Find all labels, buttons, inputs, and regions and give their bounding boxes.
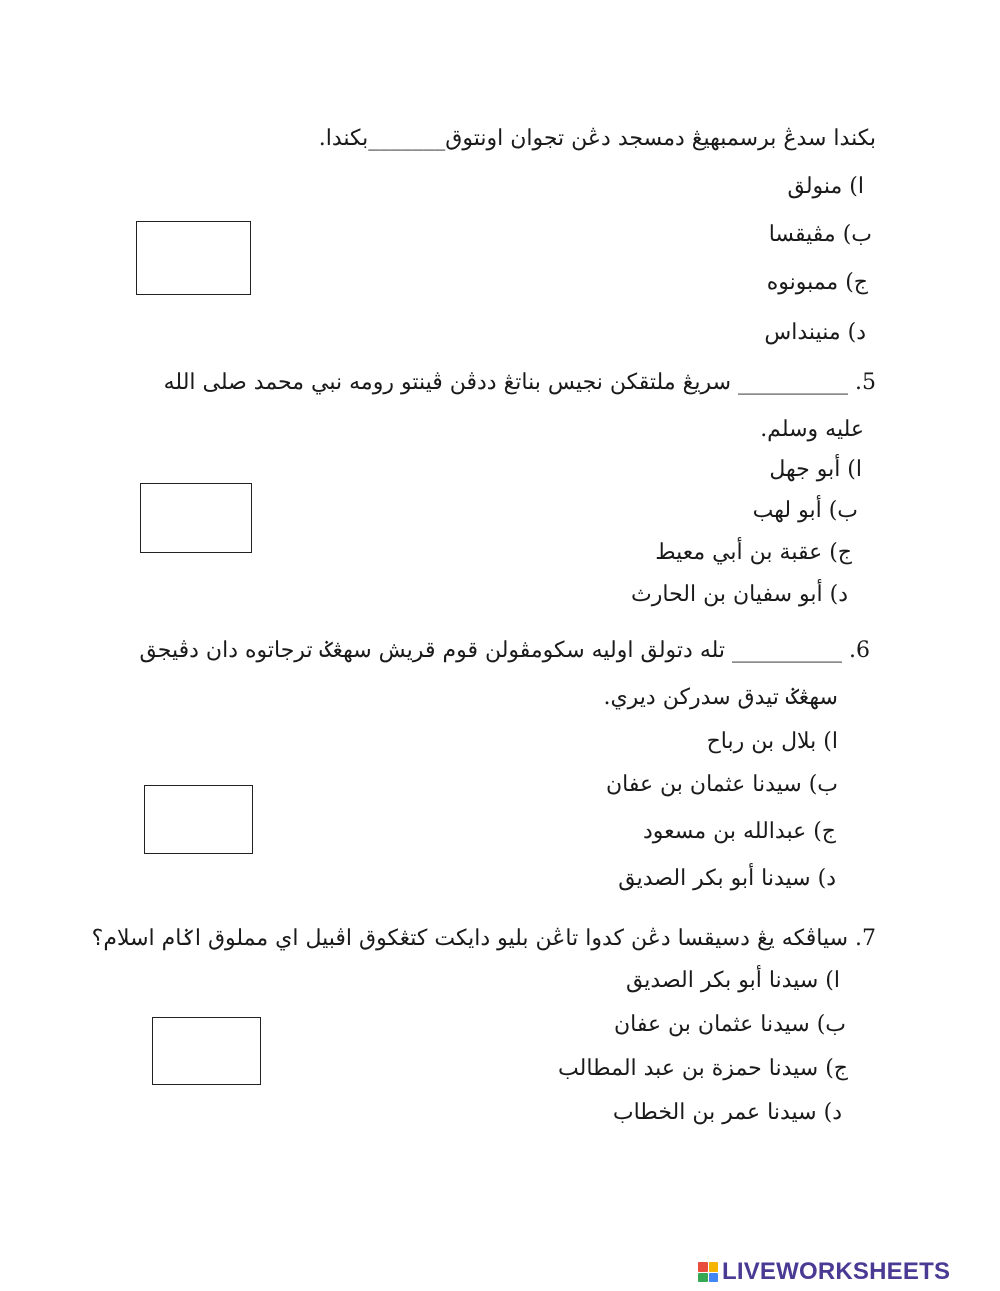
question-7-option-b: ب) سيدنا عثمان بن عفان bbox=[613, 1012, 846, 1037]
logo-square-red bbox=[698, 1262, 708, 1272]
question-6-option-b: ب) سيدنا عثمان بن عفان bbox=[605, 772, 838, 797]
logo-square-yellow bbox=[709, 1262, 719, 1272]
question-6-stem-line2: سهڠݢ تيدق سدركن ديري. bbox=[603, 685, 838, 710]
question-4-option-b: ب) مڤيقسا bbox=[768, 222, 872, 247]
question-4-option-c: ج) ممبونوه bbox=[766, 270, 868, 295]
question-5-answer-box[interactable] bbox=[140, 483, 252, 553]
question-5-option-a: ا) أبو جهل bbox=[769, 457, 862, 482]
question-7-stem: 7. سياڤكه يڠ دسيقسا دڠن كدوا تاڠن بليو دايكت كتڠكوق اڤبيل اي مملوق اݢام اسلام؟ bbox=[91, 926, 876, 951]
question-7-option-d: د) سيدنا عمر بن الخطاب bbox=[612, 1100, 842, 1125]
question-5-stem-line2: عليه وسلم. bbox=[760, 417, 864, 442]
question-4-option-d: د) منينداس bbox=[764, 320, 866, 345]
question-6-option-a: ا) بلال بن رباح bbox=[706, 729, 838, 754]
question-4-option-a: ا) منولق bbox=[787, 174, 864, 199]
question-7-option-a: ا) سيدنا أبو بكر الصديق bbox=[625, 968, 840, 993]
question-5-option-d: د) أبو سفيان بن الحارث bbox=[631, 582, 848, 607]
question-5-stem-line1: 5. __________ سريڠ ملتقكن نجيس بناتڠ ددڤن ڤينتو رومه نبي محمد صلى الله bbox=[163, 370, 876, 395]
liveworksheets-logo-text: LIVEWORKSHEETS bbox=[722, 1258, 951, 1285]
question-6-option-c: ج) عبدالله بن مسعود bbox=[642, 819, 836, 844]
question-7-answer-box[interactable] bbox=[152, 1017, 261, 1085]
question-6-answer-box[interactable] bbox=[144, 785, 253, 854]
question-5-option-c: ج) عقبة بن أبي معيط bbox=[655, 540, 852, 565]
question-6-stem-line1: 6. __________ تله دتولق اوليه سكومڤولن قوم قريش سهڠݢ ترجاتوه دان دڤيجق bbox=[139, 638, 870, 663]
question-5-option-b: ب) أبو لهب bbox=[752, 498, 858, 523]
question-4-stem: بكندا سدڠ برسمبهيڠ دمسجد دڠن تجوان اونتوق_______بكندا. bbox=[318, 126, 876, 151]
logo-square-blue bbox=[709, 1273, 719, 1283]
question-4-answer-box[interactable] bbox=[136, 221, 251, 295]
logo-square-green bbox=[698, 1273, 708, 1283]
question-6-option-d: د) سيدنا أبو بكر الصديق bbox=[618, 866, 836, 891]
question-7-option-c: ج) سيدنا حمزة بن عبد المطالب bbox=[558, 1056, 848, 1081]
liveworksheets-logo bbox=[698, 1258, 950, 1286]
liveworksheets-logo-icon bbox=[698, 1262, 718, 1282]
